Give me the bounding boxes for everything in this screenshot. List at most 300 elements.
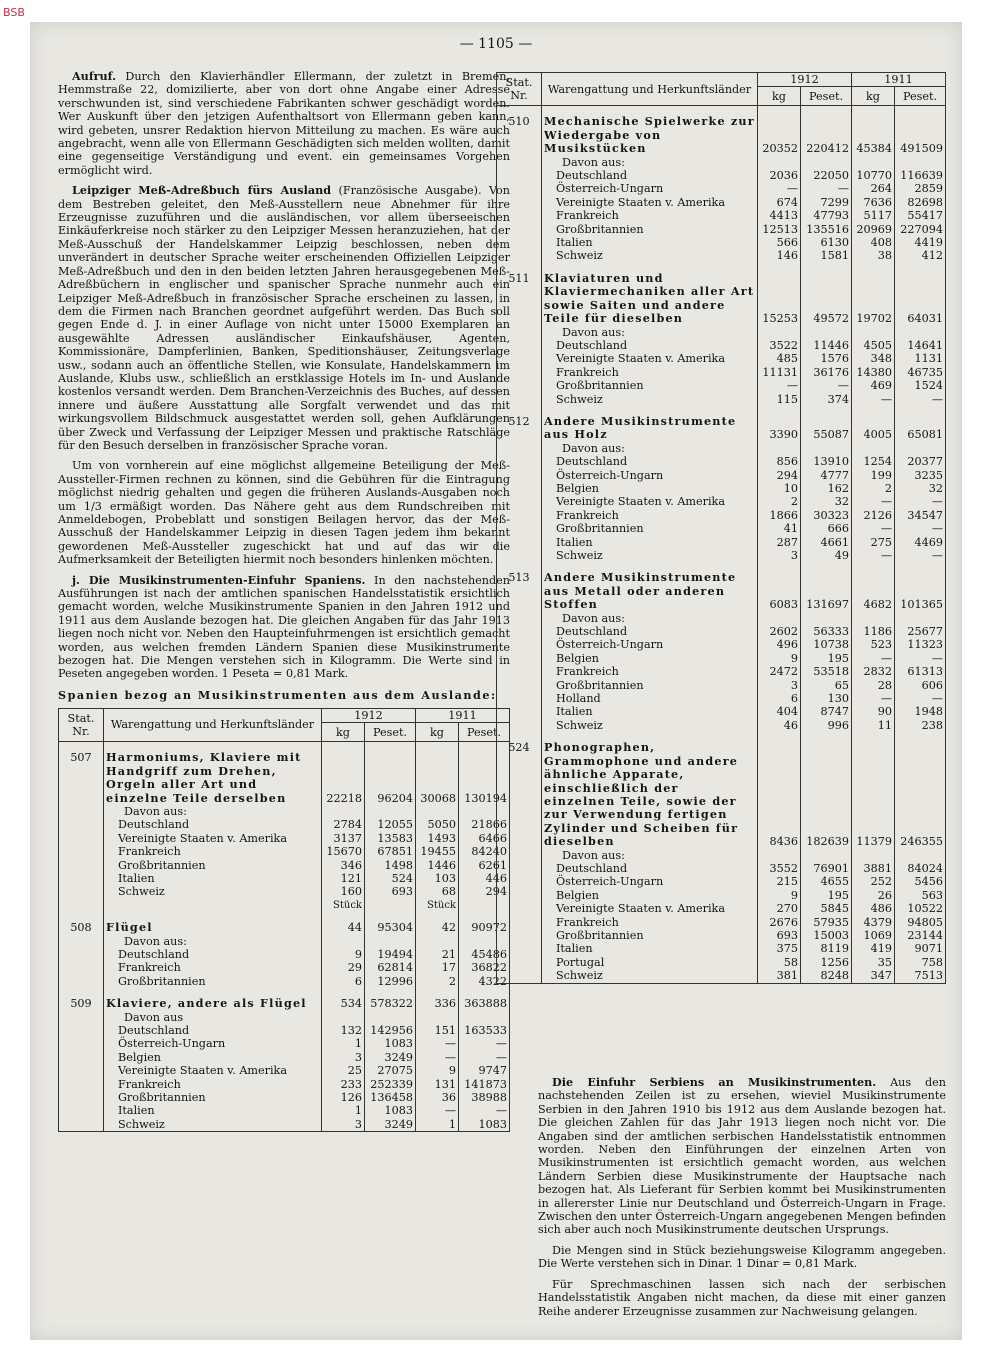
- country-name-cell: Vereinigte Staaten v. Amerika: [542, 196, 758, 209]
- kg-1912-cell: 1866: [758, 509, 801, 522]
- stat-nr-cell: [497, 169, 542, 182]
- watermark: BSB: [3, 6, 25, 19]
- peset-1912-cell: 55087: [801, 406, 852, 442]
- kg-1912-cell: 485: [758, 352, 801, 365]
- table-country-row: [497, 223, 946, 236]
- left-paragraph-text: In den nachstehenden Ausführungen ist nach der amtlichen spanischen Handelsstatistik ersichtlich gemacht worden, welche Musikinstrumente Spanien in den Jahren 1912 und 1911 aus dem Auslande bezogen hat. Die gleichen Angaben für das Jahr 1913 liegen noch nicht vor. Neben den Haupteinfuhrmengen ist ersichtlich gemacht worden, aus welchen fremden Ländern Spanien diese Musikinstrumente bezogen hat. Die Mengen verstehen sich in Kilogramm. Die Werte sind in Peseten angegeben worden. 1 Peseta = 0,81 Mark.: [58, 573, 510, 681]
- left-column: [58, 70, 510, 1132]
- peset-1911-cell: 82698: [895, 196, 946, 209]
- kg-1912-cell: 294: [758, 469, 801, 482]
- peset-1912-cell: —: [801, 182, 852, 195]
- stat-nr-cell: [59, 1078, 104, 1091]
- kg-1912-cell: 22218: [322, 742, 365, 805]
- ware-name-cell: Flügel: [104, 912, 322, 934]
- country-name-cell: Vereinigte Staaten v. Amerika: [104, 832, 322, 845]
- country-name-cell: Deutschland: [104, 818, 322, 831]
- table-country-row: [497, 366, 946, 379]
- table-group-row: [497, 562, 946, 611]
- peset-1911-cell: 116639: [895, 169, 946, 182]
- kg-1911-cell: —: [416, 1104, 459, 1117]
- table-country-row: [497, 339, 946, 352]
- kg-1912-cell: 287: [758, 536, 801, 549]
- table-subheading-row: [497, 156, 946, 169]
- table-country-row: [497, 536, 946, 549]
- kg-1912-cell: 404: [758, 705, 801, 718]
- table-country-row: [497, 455, 946, 468]
- peset-1911-cell: 32: [895, 482, 946, 495]
- kg-1911-cell: 348: [852, 352, 895, 365]
- table-country-row: [59, 859, 510, 872]
- table-country-row: [497, 469, 946, 482]
- kg-1911-cell: 35: [852, 956, 895, 969]
- stat-nr-cell: [497, 875, 542, 888]
- stat-nr-cell: [497, 705, 542, 718]
- kg-1912-cell: 233: [322, 1078, 365, 1091]
- peset-1912-cell: 7299: [801, 196, 852, 209]
- stat-nr-cell: [497, 679, 542, 692]
- peset-1912-cell: 8119: [801, 942, 852, 955]
- peset-1911-cell: 34547: [895, 509, 946, 522]
- kg-1912-cell: [322, 805, 365, 818]
- peset-1911-cell: —: [459, 1051, 510, 1064]
- peset-1912-cell: 8248: [801, 969, 852, 983]
- country-name-cell: Schweiz: [542, 969, 758, 983]
- peset-1911-cell: 6261: [459, 859, 510, 872]
- peset-1911-cell: 163533: [459, 1024, 510, 1037]
- kg-1912-cell: 3: [322, 1118, 365, 1132]
- peset-1912-cell: 220412: [801, 106, 852, 156]
- peset-1912-cell: 76901: [801, 862, 852, 875]
- ware-name-cell: Harmoniums, Klaviere mit Handgriff zum Drehen, Orgeln aller Art und einzelne Teile derselben: [104, 742, 322, 805]
- country-name-cell: Davon aus:: [104, 805, 322, 818]
- stat-nr-cell: [497, 969, 542, 983]
- peset-1912-cell: 195: [801, 889, 852, 902]
- stat-nr-cell: [497, 956, 542, 969]
- country-name-cell: Davon aus:: [542, 156, 758, 169]
- stat-nr-cell: 507: [59, 742, 104, 805]
- peset-1911-cell: 7513: [895, 969, 946, 983]
- stat-nr-cell: 509: [59, 988, 104, 1010]
- kg-1912-cell: 9: [758, 652, 801, 665]
- stat-nr-cell: [497, 455, 542, 468]
- stat-nr-cell: [59, 1011, 104, 1024]
- stat-nr-cell: [59, 948, 104, 961]
- table-country-row: [497, 182, 946, 195]
- peset-1911-cell: 84240: [459, 845, 510, 858]
- kg-1911-cell: 347: [852, 969, 895, 983]
- kg-1911-cell: 1493: [416, 832, 459, 845]
- peset-1912-cell: 195: [801, 652, 852, 665]
- right-column: [496, 72, 946, 984]
- peset-1911-cell: 64031: [895, 263, 946, 326]
- table-country-row: [497, 665, 946, 678]
- kg-1911-cell: 486: [852, 902, 895, 915]
- kg-1911-cell: 19702: [852, 263, 895, 326]
- stat-nr-cell: [59, 859, 104, 872]
- table-country-row: [497, 889, 946, 902]
- country-name-cell: Belgien: [542, 889, 758, 902]
- peset-1912-cell: —: [801, 379, 852, 392]
- table-group-row: [497, 106, 946, 156]
- peset-1912-cell: 1256: [801, 956, 852, 969]
- kg-1911-cell: 38: [852, 249, 895, 262]
- kg-1912-cell: 46: [758, 719, 801, 732]
- peset-1912-cell: 996: [801, 719, 852, 732]
- kg-1911-cell: 1254: [852, 455, 895, 468]
- country-name-cell: Schweiz: [542, 549, 758, 562]
- peset-1912-cell: 1576: [801, 352, 852, 365]
- country-name-cell: Schweiz: [104, 885, 322, 898]
- peset-1912-cell: [801, 849, 852, 862]
- stat-nr-cell: [497, 902, 542, 915]
- peset-1912-cell: 12055: [365, 818, 416, 831]
- peset-1912-cell: 252339: [365, 1078, 416, 1091]
- table-subheading-row: [497, 326, 946, 339]
- stat-nr-cell: 511: [497, 263, 542, 326]
- kg-1911-cell: —: [852, 692, 895, 705]
- peset-1912-cell: 3249: [365, 1051, 416, 1064]
- peset-1911-cell: 21866: [459, 818, 510, 831]
- table-country-row: [497, 705, 946, 718]
- table-country-row: [59, 961, 510, 974]
- peset-1912-cell: 5845: [801, 902, 852, 915]
- stat-nr-cell: [497, 549, 542, 562]
- country-name-cell: Italien: [104, 1104, 322, 1117]
- peset-1912-cell: 6130: [801, 236, 852, 249]
- peset-1912-cell: 3249: [365, 1118, 416, 1132]
- kg-1912-cell: 3: [322, 1051, 365, 1064]
- kg-1912-cell: [758, 326, 801, 339]
- stat-nr-cell: [59, 872, 104, 885]
- kg-1912-cell: 15670: [322, 845, 365, 858]
- table-country-row: [497, 652, 946, 665]
- table-subheading-row: [497, 849, 946, 862]
- header-kg-1912: kg: [322, 723, 365, 742]
- kg-1911-cell: 26: [852, 889, 895, 902]
- ware-name-cell: Klaviaturen und Klaviermechaniken aller Art sowie Saiten und andere Teile für dieselben: [542, 263, 758, 326]
- peset-1911-cell: [895, 612, 946, 625]
- table-group-row: [59, 988, 510, 1010]
- peset-1912-cell: 56333: [801, 625, 852, 638]
- left-paragraph-title: Aufruf.: [72, 69, 116, 83]
- country-name-cell: Großbritannien: [104, 859, 322, 872]
- kg-1912-cell: 11131: [758, 366, 801, 379]
- peset-1912-cell: 136458: [365, 1091, 416, 1104]
- kg-1911-cell: [852, 156, 895, 169]
- country-name-cell: Davon aus:: [104, 935, 322, 948]
- kg-1911-cell: 1446: [416, 859, 459, 872]
- peset-1911-cell: 20377: [895, 455, 946, 468]
- kg-1912-cell: 6083: [758, 562, 801, 611]
- country-name-cell: Belgien: [542, 652, 758, 665]
- stat-nr-cell: [497, 692, 542, 705]
- kg-1912-cell: 10: [758, 482, 801, 495]
- header-kg-1911: kg: [416, 723, 459, 742]
- peset-1912-cell: 1498: [365, 859, 416, 872]
- kg-1911-cell: 131: [416, 1078, 459, 1091]
- ware-name-cell: Andere Musikinstrumente aus Holz: [542, 406, 758, 442]
- peset-1911-cell: 9071: [895, 942, 946, 955]
- kg-1911-cell: 275: [852, 536, 895, 549]
- peset-1911-cell: —: [459, 1037, 510, 1050]
- kg-1912-cell: 146: [758, 249, 801, 262]
- kg-1911-cell: 30068: [416, 742, 459, 805]
- table-country-row: [497, 482, 946, 495]
- country-name-cell: Davon aus:: [542, 326, 758, 339]
- empty-cell: [365, 899, 416, 912]
- kg-1912-cell: 3552: [758, 862, 801, 875]
- header-year-1912: 1912: [758, 73, 852, 87]
- kg-1912-cell: 674: [758, 196, 801, 209]
- country-name-cell: [104, 899, 322, 912]
- peset-1911-cell: 1524: [895, 379, 946, 392]
- table-country-row: [59, 1118, 510, 1132]
- table-country-row: [497, 916, 946, 929]
- table-country-row: [497, 625, 946, 638]
- table-subheading-row: [59, 935, 510, 948]
- unit-cell-1911: Stück: [416, 899, 459, 912]
- kg-1911-cell: 264: [852, 182, 895, 195]
- table-country-row: [59, 1104, 510, 1117]
- peset-1912-cell: [801, 326, 852, 339]
- table-country-row: [59, 1091, 510, 1104]
- kg-1911-cell: —: [416, 1051, 459, 1064]
- peset-1912-cell: 13583: [365, 832, 416, 845]
- peset-1911-cell: —: [895, 495, 946, 508]
- peset-1912-cell: 32: [801, 495, 852, 508]
- right-paragraph-text: Die Mengen sind in Stück beziehungsweise Kilogramm angegeben. Die Werte verstehen sich in Dinar. 1 Dinar = 0,81 Mark.: [538, 1243, 946, 1271]
- peset-1911-cell: 1948: [895, 705, 946, 718]
- kg-1911-cell: 17: [416, 961, 459, 974]
- table-country-row: [497, 379, 946, 392]
- kg-1912-cell: 693: [758, 929, 801, 942]
- table-country-row: [497, 692, 946, 705]
- kg-1911-cell: —: [852, 495, 895, 508]
- table-country-row: [59, 975, 510, 988]
- kg-1912-cell: 270: [758, 902, 801, 915]
- stat-nr-cell: [497, 182, 542, 195]
- kg-1911-cell: 252: [852, 875, 895, 888]
- country-name-cell: Frankreich: [542, 209, 758, 222]
- peset-1911-cell: 446: [459, 872, 510, 885]
- peset-1911-cell: 61313: [895, 665, 946, 678]
- stat-nr-cell: 510: [497, 106, 542, 156]
- kg-1912-cell: 346: [322, 859, 365, 872]
- kg-1912-cell: 115: [758, 393, 801, 406]
- country-name-cell: Italien: [542, 236, 758, 249]
- table-country-row: [59, 1078, 510, 1091]
- peset-1912-cell: 4661: [801, 536, 852, 549]
- left-paragraph: [58, 184, 510, 452]
- peset-1912-cell: 62814: [365, 961, 416, 974]
- stat-nr-cell: [497, 509, 542, 522]
- kg-1911-cell: —: [852, 652, 895, 665]
- kg-1911-cell: 419: [852, 942, 895, 955]
- peset-1912-cell: 578322: [365, 988, 416, 1010]
- table-country-row: [497, 942, 946, 955]
- peset-1911-cell: 141873: [459, 1078, 510, 1091]
- kg-1912-cell: 121: [322, 872, 365, 885]
- stat-nr-cell: [497, 942, 542, 955]
- kg-1912-cell: 3390: [758, 406, 801, 442]
- peset-1911-cell: —: [459, 1104, 510, 1117]
- kg-1911-cell: [416, 1011, 459, 1024]
- ware-name-cell: Andere Musikinstrumente aus Metall oder anderen Stoffen: [542, 562, 758, 611]
- peset-1912-cell: [801, 612, 852, 625]
- kg-1912-cell: 375: [758, 942, 801, 955]
- left-paragraphs: [58, 70, 510, 681]
- peset-1912-cell: 4655: [801, 875, 852, 888]
- stat-nr-cell: [59, 1118, 104, 1132]
- kg-1911-cell: 20969: [852, 223, 895, 236]
- kg-1911-cell: 408: [852, 236, 895, 249]
- header-ware: Warengattung und Herkunftsländer: [104, 708, 322, 741]
- country-name-cell: Deutschland: [542, 169, 758, 182]
- table-country-row: [497, 862, 946, 875]
- kg-1911-cell: 7636: [852, 196, 895, 209]
- peset-1912-cell: 10738: [801, 638, 852, 651]
- country-name-cell: Großbritannien: [542, 522, 758, 535]
- kg-1911-cell: 2832: [852, 665, 895, 678]
- stat-nr-cell: [497, 339, 542, 352]
- peset-1912-cell: 22050: [801, 169, 852, 182]
- country-name-cell: Großbritannien: [542, 379, 758, 392]
- peset-1911-cell: 94805: [895, 916, 946, 929]
- country-name-cell: Schweiz: [542, 249, 758, 262]
- kg-1911-cell: [416, 805, 459, 818]
- peset-1912-cell: 374: [801, 393, 852, 406]
- header-peset-1911: Peset.: [895, 87, 946, 106]
- left-paragraph-title: Leipziger Meß-Adreßbuch fürs Ausland: [72, 183, 332, 198]
- kg-1912-cell: 2472: [758, 665, 801, 678]
- peset-1912-cell: 8747: [801, 705, 852, 718]
- peset-1912-cell: 36176: [801, 366, 852, 379]
- kg-1911-cell: 4005: [852, 406, 895, 442]
- peset-1911-cell: 412: [895, 249, 946, 262]
- kg-1911-cell: 3881: [852, 862, 895, 875]
- stat-nr-cell: [497, 223, 542, 236]
- country-name-cell: Österreich-Ungarn: [104, 1037, 322, 1050]
- country-name-cell: Großbritannien: [104, 1091, 322, 1104]
- peset-1911-cell: 4322: [459, 975, 510, 988]
- stat-nr-cell: [497, 652, 542, 665]
- stat-nr-cell: [59, 1051, 104, 1064]
- stat-nr-cell: [497, 612, 542, 625]
- peset-1912-cell: 57935: [801, 916, 852, 929]
- spain-import-table-right: [496, 72, 946, 984]
- stat-nr-cell: [497, 366, 542, 379]
- table-group-row: [497, 406, 946, 442]
- peset-1911-cell: 11323: [895, 638, 946, 651]
- stat-nr-cell: [59, 899, 104, 912]
- kg-1912-cell: 41: [758, 522, 801, 535]
- peset-1911-cell: 6466: [459, 832, 510, 845]
- stat-nr-cell: [59, 1091, 104, 1104]
- kg-1912-cell: 1: [322, 1104, 365, 1117]
- kg-1911-cell: 199: [852, 469, 895, 482]
- stat-nr-cell: [497, 522, 542, 535]
- peset-1911-cell: 1131: [895, 352, 946, 365]
- table-group-row: [497, 263, 946, 326]
- country-name-cell: Deutschland: [104, 1024, 322, 1037]
- country-name-cell: Vereinigte Staaten v. Amerika: [542, 352, 758, 365]
- kg-1911-cell: 45384: [852, 106, 895, 156]
- table-group-row: [59, 912, 510, 934]
- peset-1912-cell: 693: [365, 885, 416, 898]
- table-country-row: [59, 845, 510, 858]
- table-country-row: [497, 236, 946, 249]
- stat-nr-cell: [59, 845, 104, 858]
- kg-1911-cell: 28: [852, 679, 895, 692]
- header-kg-1912: kg: [758, 87, 801, 106]
- header-year-1911: 1911: [416, 708, 510, 722]
- stat-nr-cell: [59, 935, 104, 948]
- kg-1912-cell: 6: [322, 975, 365, 988]
- table-unit-row: [59, 899, 510, 912]
- kg-1912-cell: 126: [322, 1091, 365, 1104]
- table-country-row: [59, 818, 510, 831]
- peset-1912-cell: 182639: [801, 732, 852, 848]
- kg-1911-cell: 36: [416, 1091, 459, 1104]
- kg-1911-cell: 103: [416, 872, 459, 885]
- kg-1912-cell: 2784: [322, 818, 365, 831]
- peset-1911-cell: 1083: [459, 1118, 510, 1132]
- country-name-cell: Italien: [104, 872, 322, 885]
- peset-1911-cell: 227094: [895, 223, 946, 236]
- peset-1912-cell: 47793: [801, 209, 852, 222]
- stat-nr-cell: [497, 495, 542, 508]
- right-paragraph-text: Aus den nachstehenden Zeilen ist zu ersehen, wieviel Musikinstrumente Serbien in den Jahren 1910 bis 1912 aus dem Auslande bezogen hat. Die gleichen Zahlen für das Jahr 1913 liegen noch nicht vor. Die Angaben sind der amtlichen serbischen Handelsstatistik entnommen worden. Neben den Einführungen der einzelnen Arten von Musikinstrumenten ist ersichtlich gemacht worden, aus welchen Ländern Serbien diese Musikinstrumente der Hauptsache nach bezogen hat. Als Lieferant für Serbien kommt bei Musikinstrumenten in allererster Linie nur Deutschland und Österreich-Ungarn in Frage. Zwischen den unter Österreich-Ungarn angegebenen Mengen befinden sich aber auch noch Musikinstrumente deutschen Ursprungs.: [538, 1076, 947, 1237]
- country-name-cell: Davon aus:: [542, 442, 758, 455]
- kg-1911-cell: 4379: [852, 916, 895, 929]
- peset-1911-cell: 3235: [895, 469, 946, 482]
- table-subheading-row: [497, 442, 946, 455]
- country-name-cell: Davon aus:: [542, 849, 758, 862]
- peset-1912-cell: 666: [801, 522, 852, 535]
- stat-nr-cell: [497, 482, 542, 495]
- peset-1911-cell: 294: [459, 885, 510, 898]
- header-peset-1912: Peset.: [365, 723, 416, 742]
- stat-nr-cell: [497, 889, 542, 902]
- peset-1912-cell: 12996: [365, 975, 416, 988]
- peset-1911-cell: 363888: [459, 988, 510, 1010]
- stat-nr-cell: [497, 862, 542, 875]
- kg-1912-cell: [322, 1011, 365, 1024]
- kg-1912-cell: 58: [758, 956, 801, 969]
- kg-1911-cell: 336: [416, 988, 459, 1010]
- peset-1911-cell: 45486: [459, 948, 510, 961]
- kg-1911-cell: 11379: [852, 732, 895, 848]
- stat-nr-cell: [497, 536, 542, 549]
- kg-1911-cell: 4682: [852, 562, 895, 611]
- header-year-1911: 1911: [852, 73, 946, 87]
- peset-1912-cell: 142956: [365, 1024, 416, 1037]
- country-name-cell: Belgien: [542, 482, 758, 495]
- table-country-row: [497, 638, 946, 651]
- kg-1911-cell: [852, 849, 895, 862]
- header-stat-nr: Stat. Nr.: [59, 708, 104, 741]
- peset-1912-cell: 11446: [801, 339, 852, 352]
- kg-1911-cell: [852, 442, 895, 455]
- country-name-cell: Belgien: [104, 1051, 322, 1064]
- kg-1912-cell: 3: [758, 679, 801, 692]
- table-country-row: [59, 1024, 510, 1037]
- left-paragraph-title: j. Die Musikinstrumenten-Einfuhr Spaniens.: [72, 572, 366, 587]
- ware-name-cell: Phonographen, Grammophone und andere ähnliche Apparate, einschließlich der einzelnen Teile, sowie der zur Verwendung fertigen Zylinder und Scheiben für dieselben: [542, 732, 758, 848]
- kg-1912-cell: 3137: [322, 832, 365, 845]
- table-country-row: [497, 249, 946, 262]
- stat-nr-cell: [497, 156, 542, 169]
